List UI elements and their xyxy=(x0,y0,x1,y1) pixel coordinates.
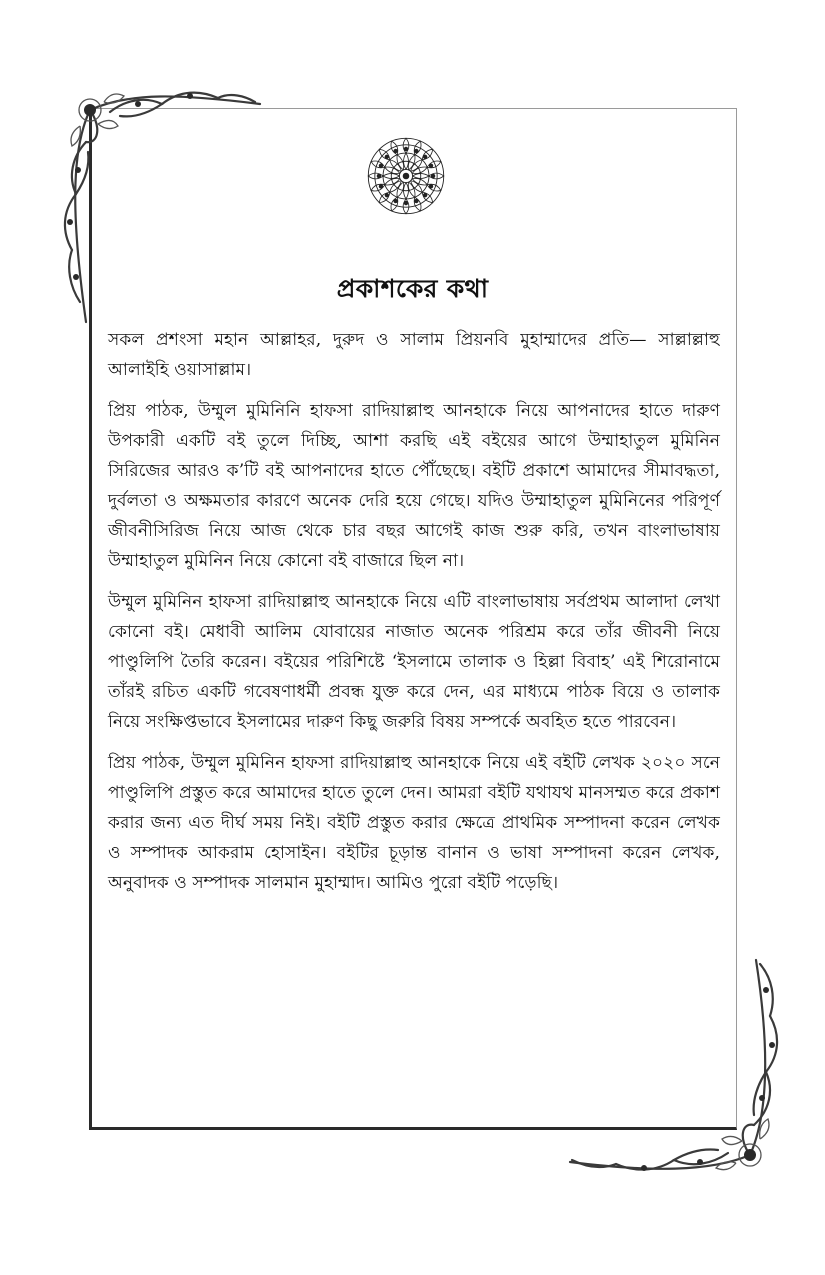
paragraph: সকল প্রশংসা মহান আল্লাহর, দুরুদ ও সালাম প্রিয়নবি মুহাম্মাদের প্রতি— সাল্লাল্লাহু আলাইহি ওয়াসাল্লাম। xyxy=(108,330,720,380)
paragraph: উম্মুল মুমিনিন হাফসা রাদিয়াল্লাহু আনহাকে নিয়ে এটি বাংলাভাষায় সর্বপ্রথম আলাদা লেখা কোনো বই। মেধাবী আলিম যোবায়ের নাজাত অনেক পরিশ্রম করে তাঁর জীবনী নিয়ে পাণ্ডুলিপি তৈরি করেন। বইয়ের পরিশিষ্টে ‘ইসলামে তালাক ও হিল্লা বিবাহ’ এই শিরোনামে তাঁরই রচিত একটি গবেষণাধর্মী প্রবন্ধ যুক্ত করে দেন, এর মাধ্যমে পাঠক বিয়ে ও তালাক নিয়ে সংক্ষিপ্তভাবে ইসলামের দারুণ কিছু জরুরি বিষয় সম্পর্কে অবহিত হতে পারবেন। xyxy=(108,592,720,732)
body-text xyxy=(108,325,720,909)
paragraph: প্রিয় পাঠক, উম্মুল মুমিনিন হাফসা রাদিয়াল্লাহু আনহাকে নিয়ে এই বইটি লেখক ২০২০ সনে পাণ্ডুলিপি প্রস্তুত করে আমাদের হাতে তুলে দেন। আমরা বইটি যথাযথ মানসম্মত করে প্রকাশ করার জন্য এত দীর্ঘ সময় নিই। বইটি প্রস্তুত করার ক্ষেত্রে প্রাথমিক সম্পাদনা করেন লেখক ও সম্পাদক আকরাম হোসাইন। বইটির চূড়ান্ত বানান ও ভাষা সম্পাদনা করেন লেখক, অনুবাদক ও সম্পাদক সালমান মুহাম্মাদ। আমিও পুরো বইটি পড়েছি। xyxy=(108,753,720,893)
page-title: প্রকাশকের কথা xyxy=(336,273,489,303)
floral-corner-ornament-bottom-right xyxy=(560,950,790,1180)
paragraph: প্রিয় পাঠক, উম্মুল মুমিনিনি হাফসা রাদিয়াল্লাহু আনহাকে নিয়ে আপনাদের হাতে দারুণ উপকারী একটি বই তুলে দিচ্ছি, আশা করছি এই বইয়ের আগে উম্মাহাতুল মুমিনিন সিরিজের আরও ক’টি বই আপনাদের হাতে পৌঁছেছে। বইটি প্রকাশে আমাদের সীমাবদ্ধতা, দুর্বলতা ও অক্ষমতার কারণে অনেক দেরি হয়ে গেছে। যদিও উম্মাহাতুল মুমিনিনের পরিপূর্ণ জীবনীসিরিজ নিয়ে আজ থেকে চার বছর আগেই কাজ শুরু করি, তখন বাংলাভাষায় উম্মাহাতুল মুমিনিন নিয়ে কোনো বই বাজারে ছিল না। xyxy=(108,401,721,571)
mandala-ornament xyxy=(365,135,447,217)
